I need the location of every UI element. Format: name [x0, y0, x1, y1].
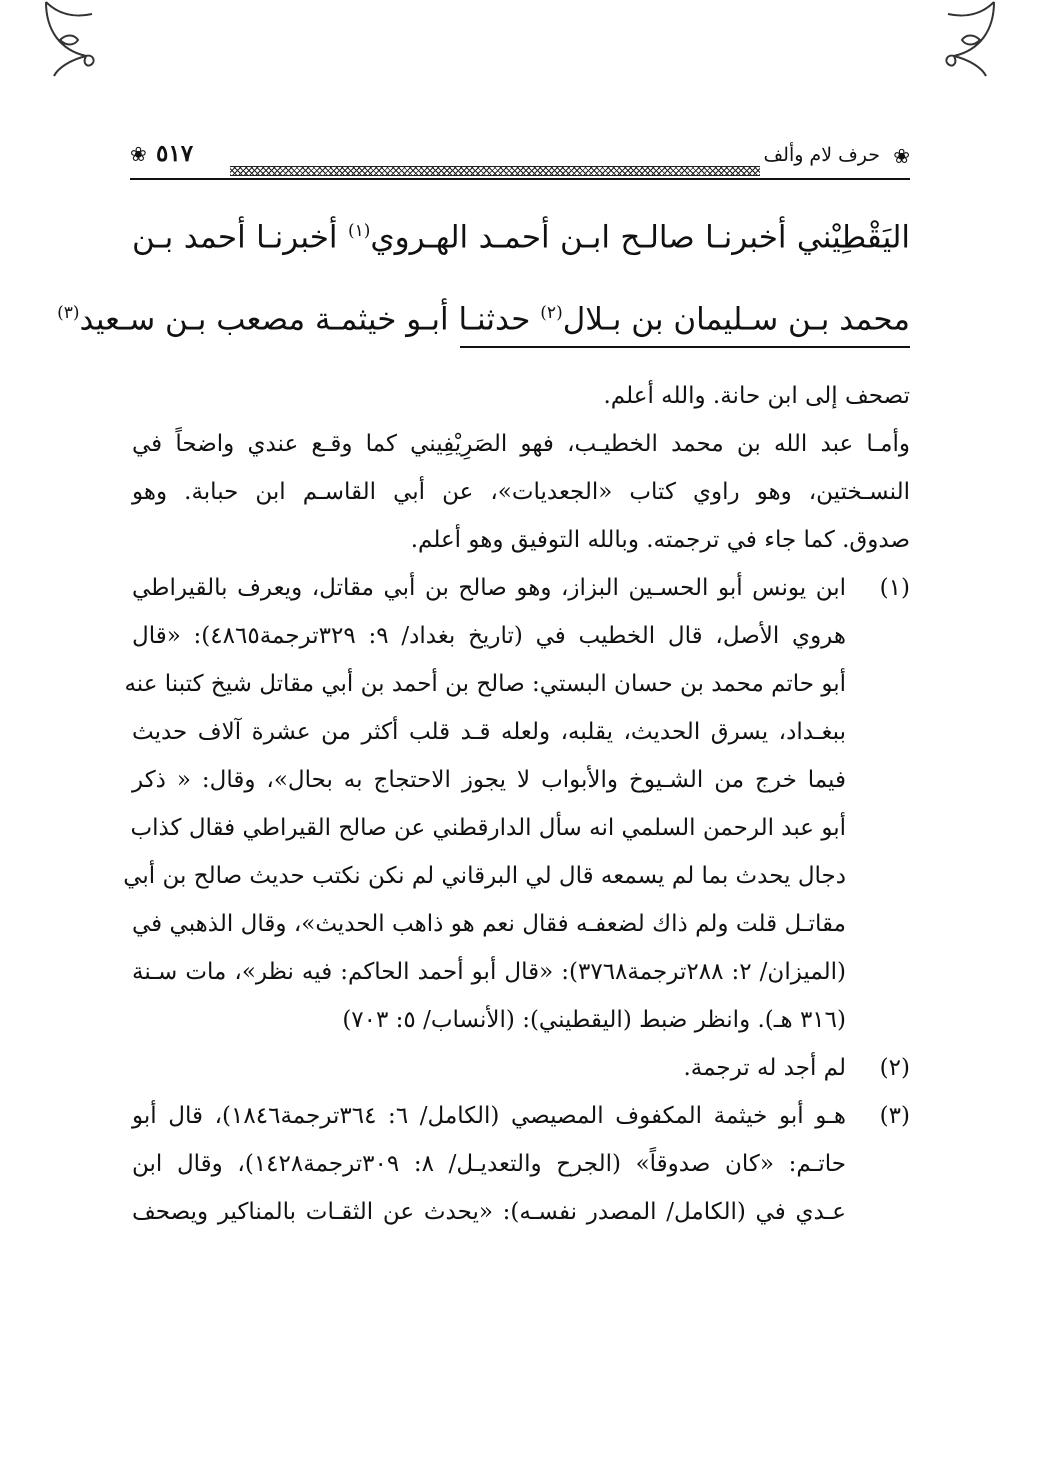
note-line: ابن يونس أبو الحسـين البزاز، وهو صالح بن أبي مقاتل، ويعرف بالقيراطي: [132, 575, 846, 601]
main-line: اليَقْطِيْني أخبرنـا صالـح ابـن أحمـد الهـروي$^{(١)}$ أخبرنـا أحمد بـن: [132, 219, 911, 256]
running-header: [130, 140, 910, 180]
note-line: عـدي في (الكامل/ المصدر نفسـه): «يحدث عن الثقـات بالمناكير ويصحف: [132, 1199, 846, 1225]
note-line: أبو عبد الرحمن السلمي انه سأل الدارقطني عن صالح القيراطي فقال كذاب: [130, 815, 846, 841]
footnote-1: [123, 564, 910, 1044]
header-fleuron-icon: ❀: [893, 144, 910, 168]
note-line: (الميزان/ ٢: ٢٨٨ترجمة٣٧٦٨): «قال أبو أحمد الحاكم: فيه نظر»، مات سـنة: [132, 959, 847, 985]
note-line: مقاتـل قلت ولم ذاك لضعفـه فقال نعم هو ذاهب الحديث»، وقال الذهبي في: [132, 911, 846, 937]
footnote-number: (٣): [879, 1103, 910, 1129]
note-line: حاتـم: «كان صدوقاً» (الجرح والتعديـل/ ٨: ٣٠٩ترجمة١٤٢٨)، وقال ابن: [132, 1151, 847, 1177]
footnote-number: (١): [879, 575, 910, 601]
note-line: فيما خرج من الشـيوخ والأبواب لا يجوز الاحتجاج به بحال»، وقال: « ذكر: [132, 767, 846, 793]
note-line: صدوق. كما جاء في ترجمته. وبالله التوفيق وهو أعلم.: [410, 527, 910, 553]
footnote-2: [132, 1044, 910, 1092]
footnote-separator: [460, 346, 910, 348]
main-line: محمد بـن سـليمان بن بـلال$^{(٢)}$ حدثنـا أبـو خيثمـة مصعب بـن سـعيد$^{(٣)}$: [57, 301, 910, 338]
note-line: (٣١٦ هـ). وانظر ضبط (اليقطيني): (الأنساب/ ٥: ٧٠٣): [342, 1007, 846, 1033]
note-line: تصحف إلى ابن حانة. والله أعلم.: [603, 383, 910, 409]
note-line: النسـختين، وهو راوي كتاب «الجعديات»، عن أبي القاسـم ابن حبابة. وهو: [132, 479, 910, 505]
footnote-number: (٢): [879, 1055, 910, 1081]
corner-ornament-icon: [922, 0, 1000, 78]
page-number: ٥١٧: [156, 140, 194, 167]
chapter-title: حرف لام وألف: [763, 144, 880, 166]
main-text: [57, 190, 911, 354]
corner-ornament-icon: [40, 0, 118, 78]
note-line: هروي الأصل، قال الخطيب في (تاريخ بغداد/ ٩: ٣٢٩ترجمة٤٨٦٥): «قال: [132, 623, 846, 649]
header-rule: [130, 178, 910, 180]
footnotes: [123, 372, 910, 1236]
note-line: وأمـا عبد الله بن محمد الخطيـب، فهو الصَرِيْفِيني كما وقـع عندي واضحاً في: [132, 431, 910, 457]
footnote-ref[interactable]: (٢): [540, 303, 563, 323]
header-ornament-band: [230, 166, 760, 176]
note-line: ببغـداد، يسرق الحديث، يقلبه، ولعله قـد قلب أكثر من عشرة آلاف حديث: [132, 719, 846, 745]
note-line: لم أجد له ترجمة.: [683, 1055, 846, 1081]
note-line: أبو حاتم محمد بن حسان البستي: صالح بن أحمد بن أبي مقاتل شيخ كتبنا عنه: [124, 671, 846, 697]
footnote-3: [132, 1092, 910, 1236]
footnote-ref[interactable]: (٣): [57, 303, 80, 323]
note-line: دجال يحدث بما لم يسمعه قال لي البرقاني لم نكن نكتب حديث صالح بن أبي: [123, 863, 846, 889]
note-line: هـو أبو خيثمة المكفوف المصيصي (الكامل/ ٦: ٣٦٤ترجمة١٨٤٦)، قال أبو: [132, 1103, 847, 1129]
footnote-ref[interactable]: (١): [347, 221, 371, 241]
header-fleuron-icon: ❀: [130, 142, 147, 166]
